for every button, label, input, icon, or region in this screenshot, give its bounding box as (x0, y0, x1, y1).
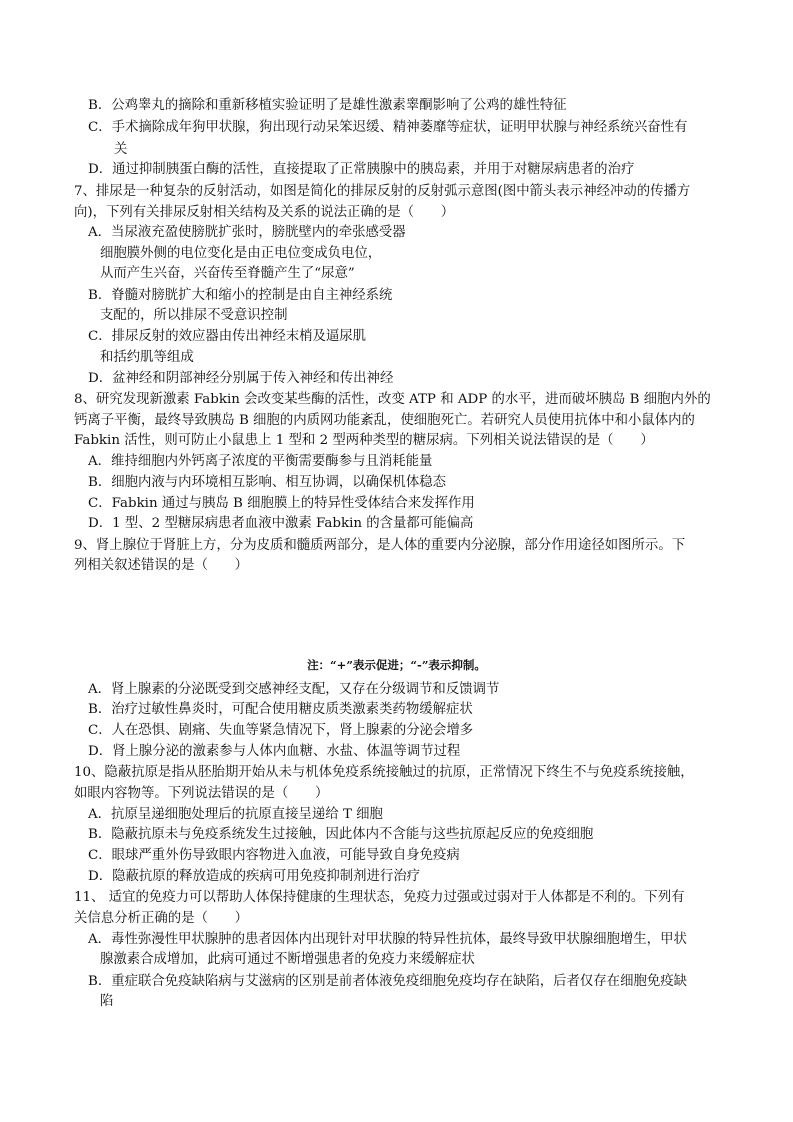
text-line: 和括约肌等组成 (100, 350, 194, 365)
text-line: 关信息分析正确的是（ ） (74, 911, 249, 926)
text-line: C．排尿反射的效应器由传出神经末梢及逼尿肌 (88, 329, 367, 344)
text-line: B．细胞内液与内环境相互影响、相互协调，以确保机体稳态 (88, 475, 446, 490)
text-line: D．通过抑制胰蛋白酶的活性，直接提取了正常胰腺中的胰岛素，并用于对糖尿病患者的治疗 (88, 162, 635, 177)
text-line: 支配的，所以排尿不受意识控制 (100, 308, 288, 323)
text-line: A．肾上腺素的分泌既受到交感神经支配，又存在分级调节和反馈调节 (88, 682, 500, 697)
text-line: C．手术摘除成年狗甲状腺，狗出现行动呆笨迟缓、精神萎靡等症状，证明甲状腺与神经系统兴奋性有 (88, 120, 688, 135)
text-line: 从而产生兴奋，兴奋传至脊髓产生了“尿意” (100, 266, 355, 281)
text-line: D．1 型、2 型糖尿病患者血液中激素 Fabkin 的含量都可能偏高 (88, 516, 474, 531)
text-line: 如眼内容物等。下列说法错误的是（ ） (74, 786, 329, 801)
text-line: D．盆神经和阴部神经分别属于传入神经和传出神经 (88, 371, 394, 386)
text-line: C．人在恐惧、剧痛、失血等紧急情况下，肾上腺素的分泌会增多 (88, 723, 474, 738)
text-line: 11、 适宜的免疫力可以帮助人体保持健康的生理状态，免疫力过强或过弱对于人体都是不利的。下列有 (74, 890, 685, 905)
figure-note: 注：“+”表示促进；“-”表示抑制。 (307, 658, 486, 672)
text-line: 7、排尿是一种复杂的反射活动，如图是简化的排尿反射的反射弧示意图(图中箭头表示神经冲动的传播方 (74, 184, 691, 199)
text-line: A．当尿液充盈使膀胱扩张时，膀胱壁内的牵张感受器 (88, 225, 406, 240)
text-line: 陷 (100, 994, 114, 1009)
text-line: C．Fabkin 通过与胰岛 B 细胞膜上的特异性受体结合来发挥作用 (88, 496, 475, 511)
text-line: 9、肾上腺位于肾脏上方，分为皮质和髓质两部分，是人体的重要内分泌腺，部分作用途径如图所示。下 (74, 538, 686, 553)
text-line: A．毒性弥漫性甲状腺肿的患者因体内出现针对甲状腺的特异性抗体，最终导致甲状腺细胞增生，甲状 (88, 932, 687, 947)
text-line: A．抗原呈递细胞处理后的抗原直接呈递给 T 细胞 (88, 807, 383, 822)
text-line: 腺激素合成增加，此病可通过不断增强患者的免疫力来缓解症状 (100, 952, 475, 967)
text-line: 向)，下列有关排尿反射相关结构及关系的说法正确的是（ ） (74, 205, 455, 220)
text-line: 8、研究发现新激素 Fabkin 会改变某些酶的活性，改变 ATP 和 ADP 的水平，进而破坏胰岛 B 细胞内外的 (74, 392, 711, 407)
text-line: B．脊髓对膀胱扩大和缩小的控制是由自主神经系统 (88, 288, 393, 303)
text-line: D．肾上腺分泌的激素参与人体内血糖、水盐、体温等调节过程 (88, 744, 461, 759)
text-line: D．隐蔽抗原的释放造成的疾病可用免疫抑制剂进行治疗 (88, 869, 421, 884)
text-line: 列相关叙述错误的是（ ） (74, 558, 249, 573)
text-line: 关 (114, 142, 128, 157)
text-line: A．维持细胞内外钙离子浓度的平衡需要酶参与且消耗能量 (88, 454, 433, 469)
text-line: C．眼球严重外伤导致眼内容物进入血液，可能导致自身免疫病 (88, 848, 460, 863)
text-line: 钙离子平衡，最终导致胰岛 B 细胞的内质网功能紊乱，使细胞死亡。若研究人员使用抗体中和小鼠体内的 (74, 413, 695, 428)
text-line: 10、隐蔽抗原是指从胚胎期开始从未与机体免疫系统接触过的抗原，正常情况下终生不与免疫系统接触， (74, 765, 694, 780)
text-line: B．重症联合免疫缺陷病与艾滋病的区别是前者体液免疫细胞免疫均存在缺陷，后者仅存在细胞免疫缺 (88, 974, 688, 989)
text-line: B．公鸡睾丸的摘除和重新移植实验证明了是雄性激素睾酮影响了公鸡的雄性特征 (88, 98, 567, 113)
text-line: Fabkin 活性，则可防止小鼠患上 1 型和 2 型两种类型的糖尿病。下列相关说法错误的是（ ） (74, 433, 654, 448)
text-line: B．治疗过敏性鼻炎时，可配合使用糖皮质类激素类药物缓解症状 (88, 702, 473, 717)
text-line: 细胞膜外侧的电位变化是由正电位变成负电位， (100, 246, 382, 261)
text-line: B．隐蔽抗原未与免疫系统发生过接触，因此体内不含能与这些抗原起反应的免疫细胞 (88, 827, 594, 842)
